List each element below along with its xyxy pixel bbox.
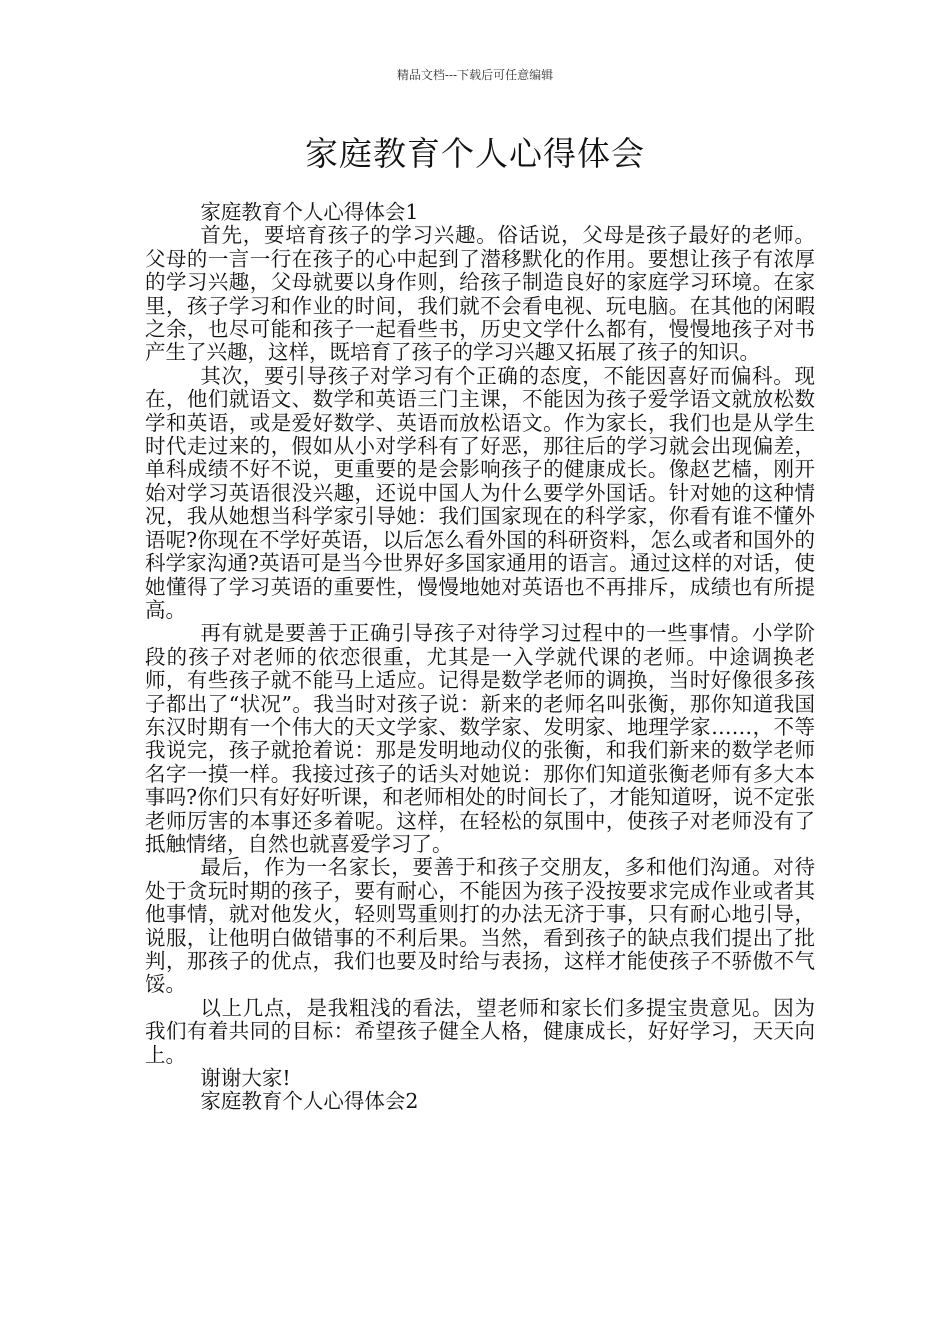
paragraph-guidance: 再有就是要善于正确引导孩子对待学习过程中的一些事情。小学阶段的孩子对老师的依恋很重，尤其是一入学就代课的老师。中途调换老师，有些孩子就不能马上适应。记得是数学老师的调换，当时好像很多孩子都出了“状况”。我当时对孩子说：新来的老师名叫张衡，那你知道我国东汉时期有一个伟大的天文学家、数学家、发明家、地理学家……，不等我说完，孩子就抢着说：那是发明地动仪的张衡，和我们新来的数学老师名字一摸一样。我接过孩子的话头对她说：那你们知道张衡老师有多大本事吗?你们只有好好听课，和老师相处的时间长了，才能知道呀，说不定张老师厉害的本事还多着呢。这样，在轻松的氛围中，使孩子对老师没有了抵触情绪，自然也就喜爱学习了。 [145,621,815,856]
paragraph-interest: 首先，要培育孩子的学习兴趣。俗话说，父母是孩子最好的老师。父母的一言一行在孩子的心中起到了潜移默化的作用。要想让孩子有浓厚的学习兴趣，父母就要以身作则，给孩子制造良好的家庭学习环境。在家里，孩子学习和作业的时间，我们就不会看电视、玩电脑。在其他的闲暇之余，也尽可能和孩子一起看些书，历史文学什么都有，慢慢地孩子对书产生了兴趣，这样，既培育了孩子的学习兴趣又拓展了孩子的知识。 [145,223,815,365]
section-heading-2: 家庭教育个人心得体会2 [200,1089,419,1114]
document-title: 家庭教育个人心得体会 [305,134,645,173]
paragraph-conclusion: 以上几点，是我粗浅的看法，望老师和家长们多提宝贵意见。因为我们有着共同的目标：希望孩子健全人格，健康成长，好好学习，天天向上。 [145,995,815,1067]
document-body [145,201,815,1114]
paragraph-communication: 最后，作为一名家长，要善于和孩子交朋友，多和他们沟通。对待处于贪玩时期的孩子，要有耐心，不能因为孩子没按要求完成作业或者其他事情，就对他发火，轻则骂重则打的办法无济于事，只有耐心地引导，说服，让他明白做错事的不利后果。当然，看到孩子的缺点我们提出了批判，那孩子的优点，我们也要及时给与表扬，这样才能使孩子不骄傲不气馁。 [145,855,815,997]
section-heading-1: 家庭教育个人心得体会1 [200,200,419,224]
page-header: 精品文档---下载后可任意编辑 [396,68,554,82]
paragraph-attitude: 其次，要引导孩子对学习有个正确的态度，不能因喜好而偏科。现在，他们就语文、数学和英语三门主课，不能因为孩子爱学语文就放松数学和英语，或是爱好数学、英语而放松语文。作为家长，我们也是从学生时代走过来的，假如从小对学科有了好恶，那往后的学习就会出现偏差，单科成绩不好不说，更重要的是会影响孩子的健康成长。像赵艺樯，刚开始对学习英语很没兴趣，还说中国人为什么要学外国话。针对她的这种情况，我从她想当科学家引导她：我们国家现在的科学家，你看有谁不懂外语呢?你现在不学好英语，以后怎么看外国的科研资料，怎么或者和国外的科学家沟通?英语可是当今世界好多国家通用的语言。通过这样的对话，使她懂得了学习英语的重要性，慢慢地她对英语也不再排斥，成绩也有所提高。 [145,363,815,622]
paragraph-thanks: 谢谢大家! [200,1066,291,1091]
